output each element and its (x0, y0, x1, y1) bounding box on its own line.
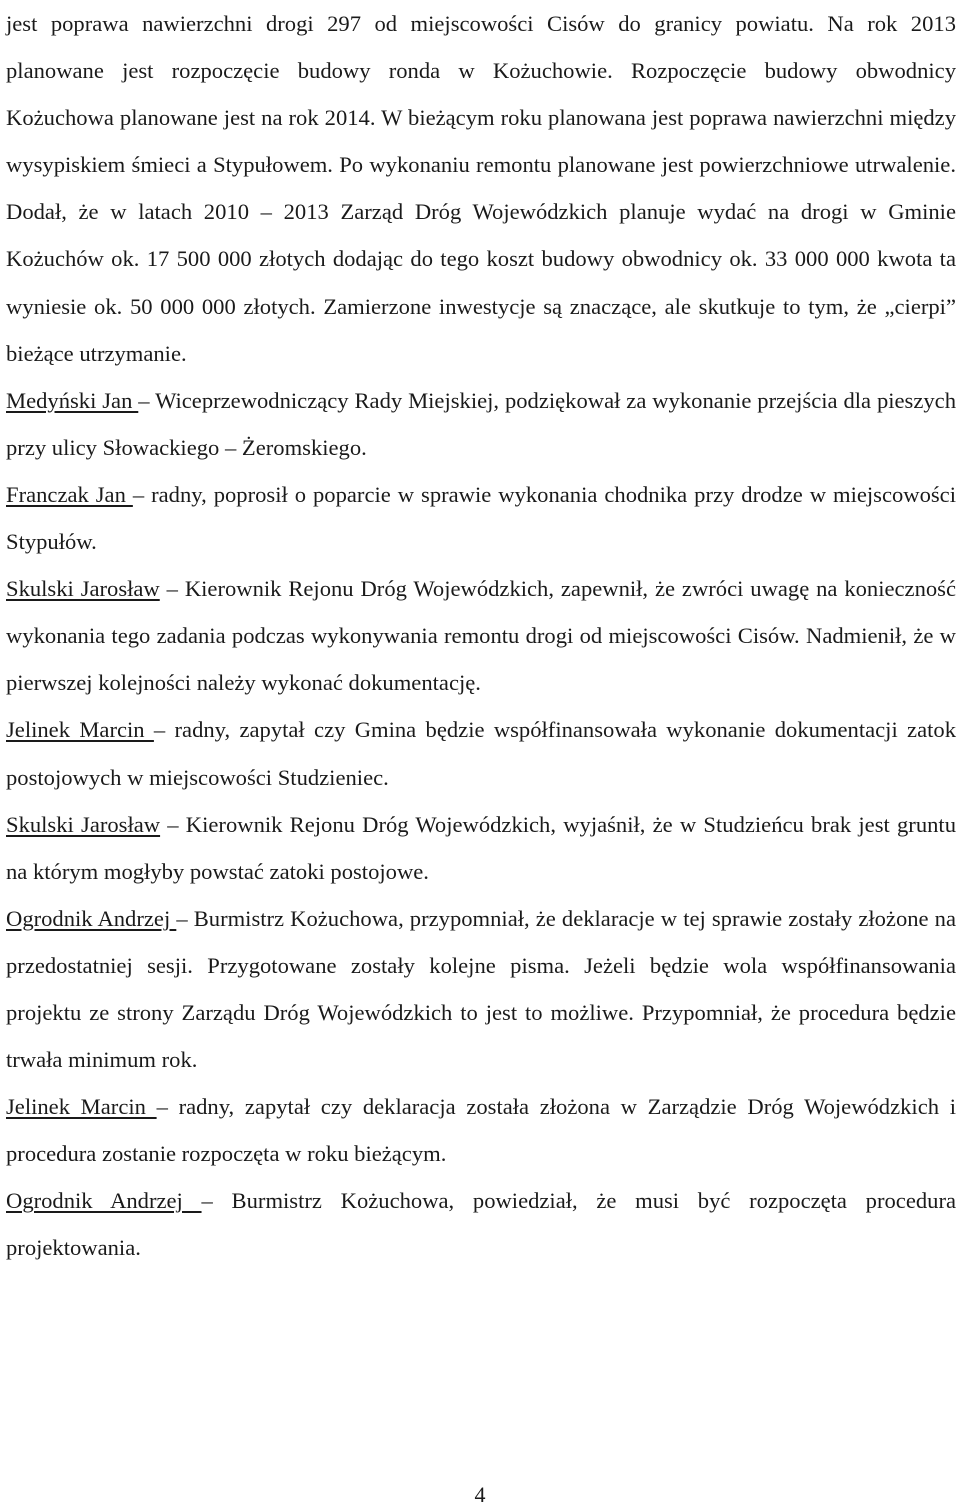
speaker-name: Skulski Jarosław (6, 811, 161, 837)
entry-text: – Kierownik Rejonu Dróg Wojewódzkich, zapewnił, że zwróci uwagę na konieczność wykonania tego zadania podczas wykonywania remontu drogi od miejscowości Cisów. Nadmienił, że w pierwszej kolejności należy wykonać dokumentację. (6, 576, 956, 696)
minutes-entry (6, 565, 956, 706)
speaker-name: Skulski Jarosław (6, 576, 160, 602)
speaker-name: Ogrodnik Andrzej (6, 905, 177, 931)
minutes-entry (6, 706, 956, 800)
minutes-entry (6, 471, 956, 565)
entry-text: – Kierownik Rejonu Dróg Wojewódzkich, wyjaśnił, że w Studzieńcu brak jest gruntu na którym mogłyby powstać zatoki postojowe. (6, 811, 956, 884)
minutes-entry (6, 801, 956, 895)
speaker-name: Jelinek Marcin (6, 717, 154, 743)
entry-text: – Burmistrz Kożuchowa, powiedział, że musi być rozpoczęta procedura projektowania. (6, 1188, 956, 1261)
speaker-name: Jelinek Marcin (6, 1094, 157, 1120)
entry-text: – radny, zapytał czy Gmina będzie współfinansowała wykonanie dokumentacji zatok postojowych w miejscowości Studzieniec. (6, 717, 956, 790)
page-number: 4 (474, 1482, 486, 1507)
speaker-name: Ogrodnik Andrzej (6, 1188, 202, 1214)
speaker-name: Franczak Jan (6, 481, 133, 507)
document-page (6, 0, 956, 1272)
entry-text: – Wiceprzewodniczący Rady Miejskiej, podziękował za wykonanie przejścia dla pieszych przy ulicy Słowackiego – Żeromskiego. (6, 387, 956, 460)
intro-paragraph: jest poprawa nawierzchni drogi 297 od miejscowości Cisów do granicy powiatu. Na rok 2013 planowane jest rozpoczęcie budowy ronda w Kożuchowie. Rozpoczęcie budowy obwodnicy Kożuchowa planowane jest na rok 2014. W bieżącym roku planowana jest poprawa nawierzchni między wysypiskiem śmieci a Stypułowem. Po wykonaniu remontu planowane jest powierzchniowe utrwalenie. Dodał, że w latach 2010 – 2013 Zarząd Dróg Wojewódzkich planuje wydać na drogi w Gminie Kożuchów ok. 17 500 000 złotych dodając do tego koszt budowy obwodnicy ok. 33 000 000 kwota ta wyniesie ok. 50 000 000 złotych. Zamierzone inwestycje są znaczące, ale skutkuje to tym, że „cierpi” bieżące utrzymanie. (6, 11, 956, 366)
minutes-entry (6, 1083, 956, 1177)
speaker-name: Medyński Jan (6, 387, 139, 413)
entry-text: – radny, zapytał czy deklaracja została złożona w Zarządzie Dróg Wojewódzkich i procedura zostanie rozpoczęta w roku bieżącym. (6, 1094, 956, 1167)
minutes-entry (6, 377, 956, 471)
entry-text: – Burmistrz Kożuchowa, przypomniał, że deklaracje w tej sprawie zostały złożone na przedostatniej sesji. Przygotowane zostały kolejne pisma. Jeżeli będzie wola współfinansowania projektu ze strony Zarządu Dróg Wojewódzkich to jest to możliwe. Przypomniał, że procedura będzie trwała minimum rok. (6, 905, 957, 1073)
entry-text: – radny, poprosił o poparcie w sprawie wykonania chodnika przy drodze w miejscowości Stypułów. (6, 481, 956, 555)
minutes-entry (6, 1177, 956, 1271)
minutes-entry (6, 895, 956, 1083)
